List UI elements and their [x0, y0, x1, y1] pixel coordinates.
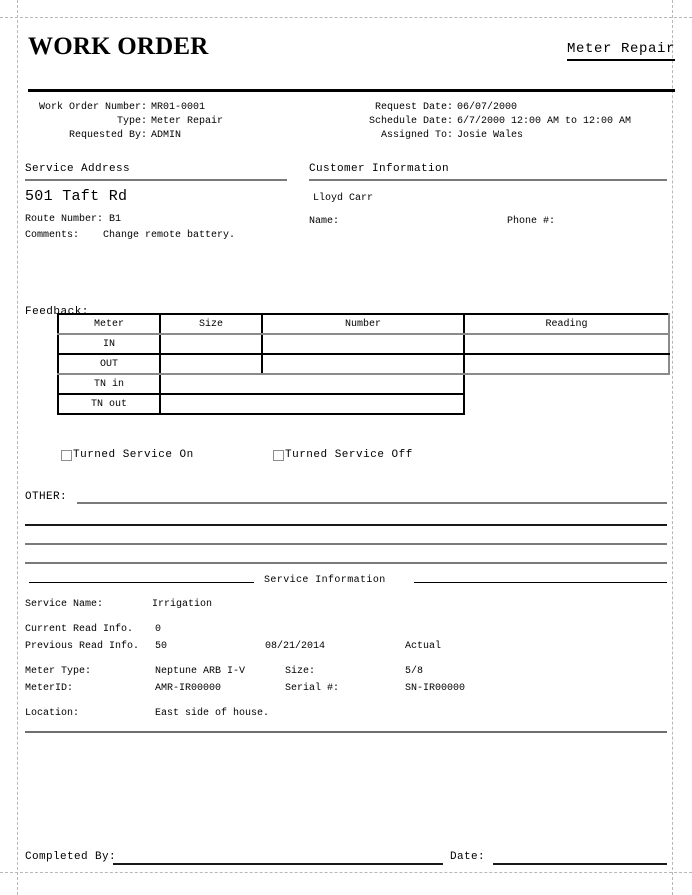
meter-size-value: 5/8 — [405, 666, 424, 677]
work-order-number-value: MR01-0001 — [151, 102, 206, 113]
meter-size-label: Size: — [285, 666, 316, 677]
service-address-block — [25, 163, 287, 244]
checkbox-icon-turned-service-on[interactable] — [61, 450, 72, 461]
date-signature-line[interactable] — [493, 863, 667, 865]
request-date-value: 06/07/2000 — [457, 102, 518, 113]
route-number-row — [25, 212, 287, 228]
customer-information-heading: Customer Information — [309, 163, 450, 175]
service-address-street: 501 Taft Rd — [25, 188, 128, 205]
route-number-label: Route Number: — [25, 214, 104, 225]
service-information-body — [25, 589, 667, 719]
row-label-out: OUT — [58, 354, 160, 374]
page-title: WORK ORDER — [28, 33, 209, 60]
divider-rule-right — [414, 582, 667, 583]
table-row — [58, 334, 669, 354]
other-write-line-2[interactable] — [25, 507, 667, 526]
date-label: Date: — [450, 851, 486, 863]
service-name-label: Service Name: — [25, 599, 104, 610]
schedule-date-label: Schedule Date: — [368, 116, 453, 127]
row-label-tn-out: TN out — [58, 394, 160, 414]
page-margin-guide-right — [672, 0, 673, 895]
table-row — [58, 374, 669, 394]
serial-number-label: Serial #: — [285, 683, 340, 694]
cell-tn-out-value[interactable] — [160, 394, 464, 414]
assigned-to-label: Assigned To: — [380, 130, 453, 141]
meter-id-label: MeterID: — [25, 683, 74, 694]
cell-out-reading[interactable] — [464, 354, 669, 374]
type-value: Meter Repair — [151, 116, 224, 127]
turned-service-on-option[interactable] — [61, 449, 194, 461]
previous-read-type: Actual — [405, 641, 442, 652]
customer-information-divider — [309, 179, 667, 181]
previous-read-value: 50 — [155, 641, 168, 652]
meter-id-value: AMR-IR00000 — [155, 683, 222, 694]
divider-rule-left — [29, 582, 254, 583]
cell-in-size[interactable] — [160, 334, 262, 354]
work-order-kind: Meter Repair — [567, 41, 675, 61]
column-header-reading: Reading — [464, 314, 669, 334]
service-information-bottom-rule — [25, 731, 667, 733]
serial-number-value: SN-IR00000 — [405, 683, 466, 694]
feedback-label: Feedback: — [25, 306, 89, 318]
cell-in-number[interactable] — [262, 334, 464, 354]
meta-column-left — [25, 101, 325, 143]
meter-type-row — [25, 666, 667, 681]
service-address-heading: Service Address — [25, 163, 131, 175]
location-label: Location: — [25, 708, 80, 719]
cell-out-size[interactable] — [160, 354, 262, 374]
service-name-value: Irrigation — [152, 599, 213, 610]
meter-type-label: Meter Type: — [25, 666, 92, 677]
route-number-value: B1 — [109, 214, 122, 225]
other-write-line-3[interactable] — [25, 526, 667, 545]
table-row — [58, 354, 669, 374]
row-label-in: IN — [58, 334, 160, 354]
previous-read-date: 08/21/2014 — [265, 641, 326, 652]
previous-read-label: Previous Read Info. — [25, 641, 140, 652]
location-row — [25, 708, 667, 723]
work-order-sheet — [25, 25, 675, 870]
comments-row — [25, 228, 287, 244]
service-address-divider — [25, 179, 287, 181]
completed-by-signature-line[interactable] — [113, 863, 443, 865]
cell-out-number[interactable] — [262, 354, 464, 374]
cell-tn-in-value[interactable] — [160, 374, 464, 394]
customer-name-value: Lloyd Carr — [313, 193, 374, 204]
meta-row-type — [25, 115, 325, 129]
requested-by-label: Requested By: — [68, 130, 147, 141]
current-read-label: Current Read Info. — [25, 624, 134, 635]
other-write-line-1[interactable] — [77, 502, 667, 504]
assigned-to-value: Josie Wales — [457, 130, 524, 141]
schedule-date-value: 6/7/2000 12:00 AM to 12:00 AM — [457, 116, 632, 127]
column-header-size: Size — [160, 314, 262, 334]
request-date-label: Request Date: — [374, 102, 453, 113]
comments-value: Change remote battery. — [103, 230, 236, 241]
type-label: Type: — [116, 116, 147, 127]
meter-type-value: Neptune ARB I-V — [155, 666, 246, 677]
masthead — [25, 25, 675, 87]
table-header-row — [58, 314, 669, 334]
meta-row-work-order-number — [25, 101, 325, 115]
current-read-row — [25, 624, 667, 639]
other-write-line-4[interactable] — [25, 545, 667, 564]
page-margin-guide-bottom — [0, 872, 692, 873]
page-margin-guide-top — [0, 17, 692, 18]
meta-column-right — [325, 101, 667, 143]
location-value: East side of house. — [155, 708, 270, 719]
service-information-section — [25, 575, 667, 719]
other-notes-section — [25, 491, 667, 564]
other-header-row — [25, 491, 667, 507]
meta-row-assigned-to — [325, 129, 667, 143]
page-margin-guide-left — [17, 0, 18, 895]
column-header-meter: Meter — [58, 314, 160, 334]
current-read-value: 0 — [155, 624, 162, 635]
row-label-tn-in: TN in — [58, 374, 160, 394]
cell-in-reading[interactable] — [464, 334, 669, 354]
meta-row-schedule-date — [325, 115, 667, 129]
work-order-number-label: Work Order Number: — [38, 102, 147, 113]
other-label: OTHER: — [25, 491, 68, 503]
turned-service-off-option[interactable] — [273, 449, 413, 461]
customer-name-label: Name: — [309, 216, 340, 227]
service-information-divider — [25, 575, 667, 589]
meter-id-row — [25, 683, 667, 698]
requested-by-value: ADMIN — [151, 130, 182, 141]
meta-row-requested-by — [25, 129, 325, 143]
meter-readings-table — [57, 313, 670, 415]
signature-footer — [25, 851, 667, 871]
checkbox-icon-turned-service-off[interactable] — [273, 450, 284, 461]
customer-contact-fields — [309, 216, 667, 232]
customer-information-block — [309, 163, 667, 232]
customer-phone-label: Phone #: — [507, 216, 556, 227]
service-information-title: Service Information — [264, 575, 386, 586]
cell-tn-in-blank — [464, 374, 669, 394]
turned-service-on-label: Turned Service On — [73, 449, 194, 461]
turned-service-off-label: Turned Service Off — [285, 449, 413, 461]
column-header-number: Number — [262, 314, 464, 334]
meta-row-request-date — [325, 101, 667, 115]
table-row — [58, 394, 669, 414]
cell-tn-out-blank — [464, 394, 669, 414]
service-name-row — [25, 599, 667, 614]
completed-by-label: Completed By: — [25, 851, 117, 863]
comments-label: Comments: — [25, 230, 80, 241]
previous-read-row — [25, 641, 667, 656]
masthead-divider — [28, 89, 675, 92]
